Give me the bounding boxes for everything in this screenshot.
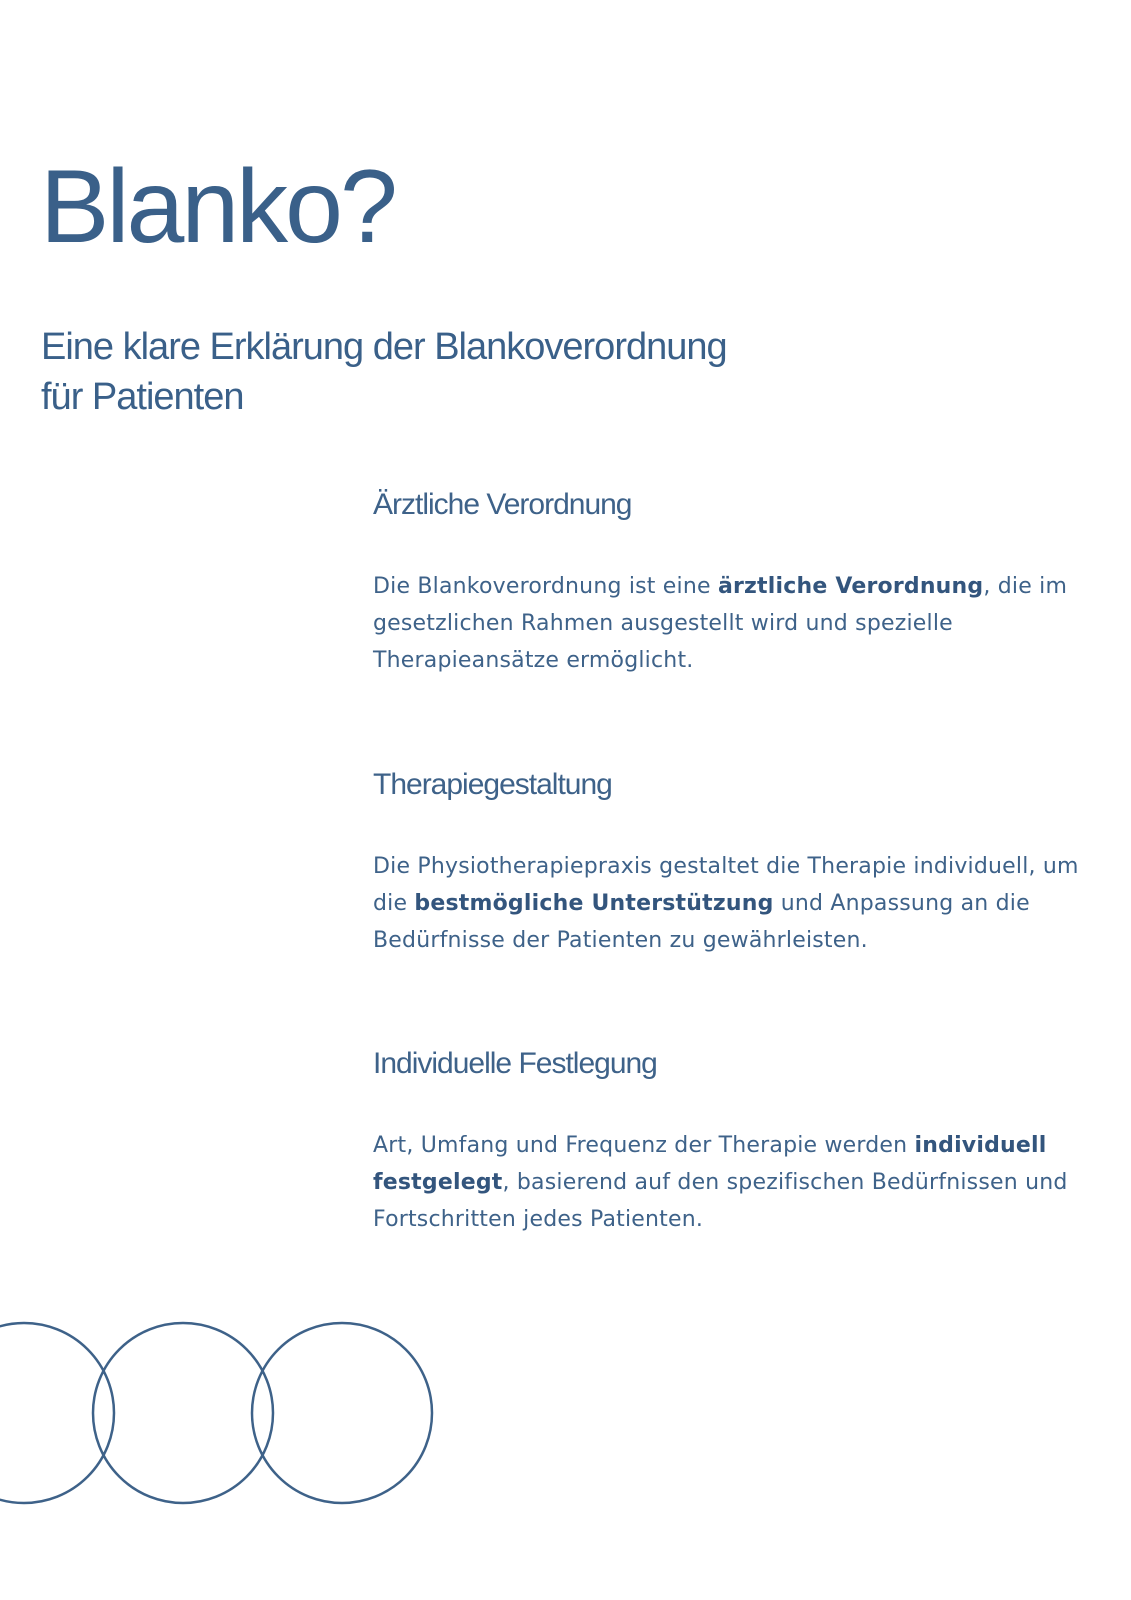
- body-emphasis: ärztliche Verordnung: [717, 574, 984, 599]
- body-text: Art, Umfang und Frequenz der Therapie werden: [373, 1133, 915, 1158]
- section-heading: Ärztliche Verordnung: [373, 488, 632, 521]
- body-text: Die Blankoverordnung ist eine: [373, 574, 718, 599]
- body-text: Die Physiotherapiepraxis gestaltet die Therapie individuell, um die: [373, 854, 1079, 916]
- section-body: [373, 1127, 1093, 1238]
- section-heading: Individuelle Festlegung: [373, 1047, 657, 1080]
- body-emphasis: bestmögliche Unterstützung: [414, 891, 774, 916]
- body-text: , basierend auf den spezifischen Bedürfnissen und Fortschritten jedes Patienten.: [373, 1170, 1068, 1232]
- body-text: und Anpassung an die Bedürfnisse der Patienten zu gewährleisten.: [373, 891, 1030, 953]
- body-emphasis: individuell festgelegt: [373, 1133, 1047, 1195]
- page-title: Blanko?: [40, 149, 395, 265]
- circle-right: [252, 1323, 432, 1503]
- circle-left: [0, 1323, 114, 1503]
- section-body: [373, 848, 1093, 959]
- section-heading: Therapiegestaltung: [373, 768, 612, 801]
- circle-middle: [93, 1323, 273, 1503]
- section-body: [373, 568, 1093, 679]
- page-subtitle: Eine klare Erklärung der Blankoverordnung für Patienten: [41, 326, 727, 418]
- body-text: , die im gesetzlichen Rahmen ausgestellt wird und spezielle Therapieansätze ermöglicht.: [373, 574, 1068, 673]
- decorative-circles: [0, 1320, 460, 1520]
